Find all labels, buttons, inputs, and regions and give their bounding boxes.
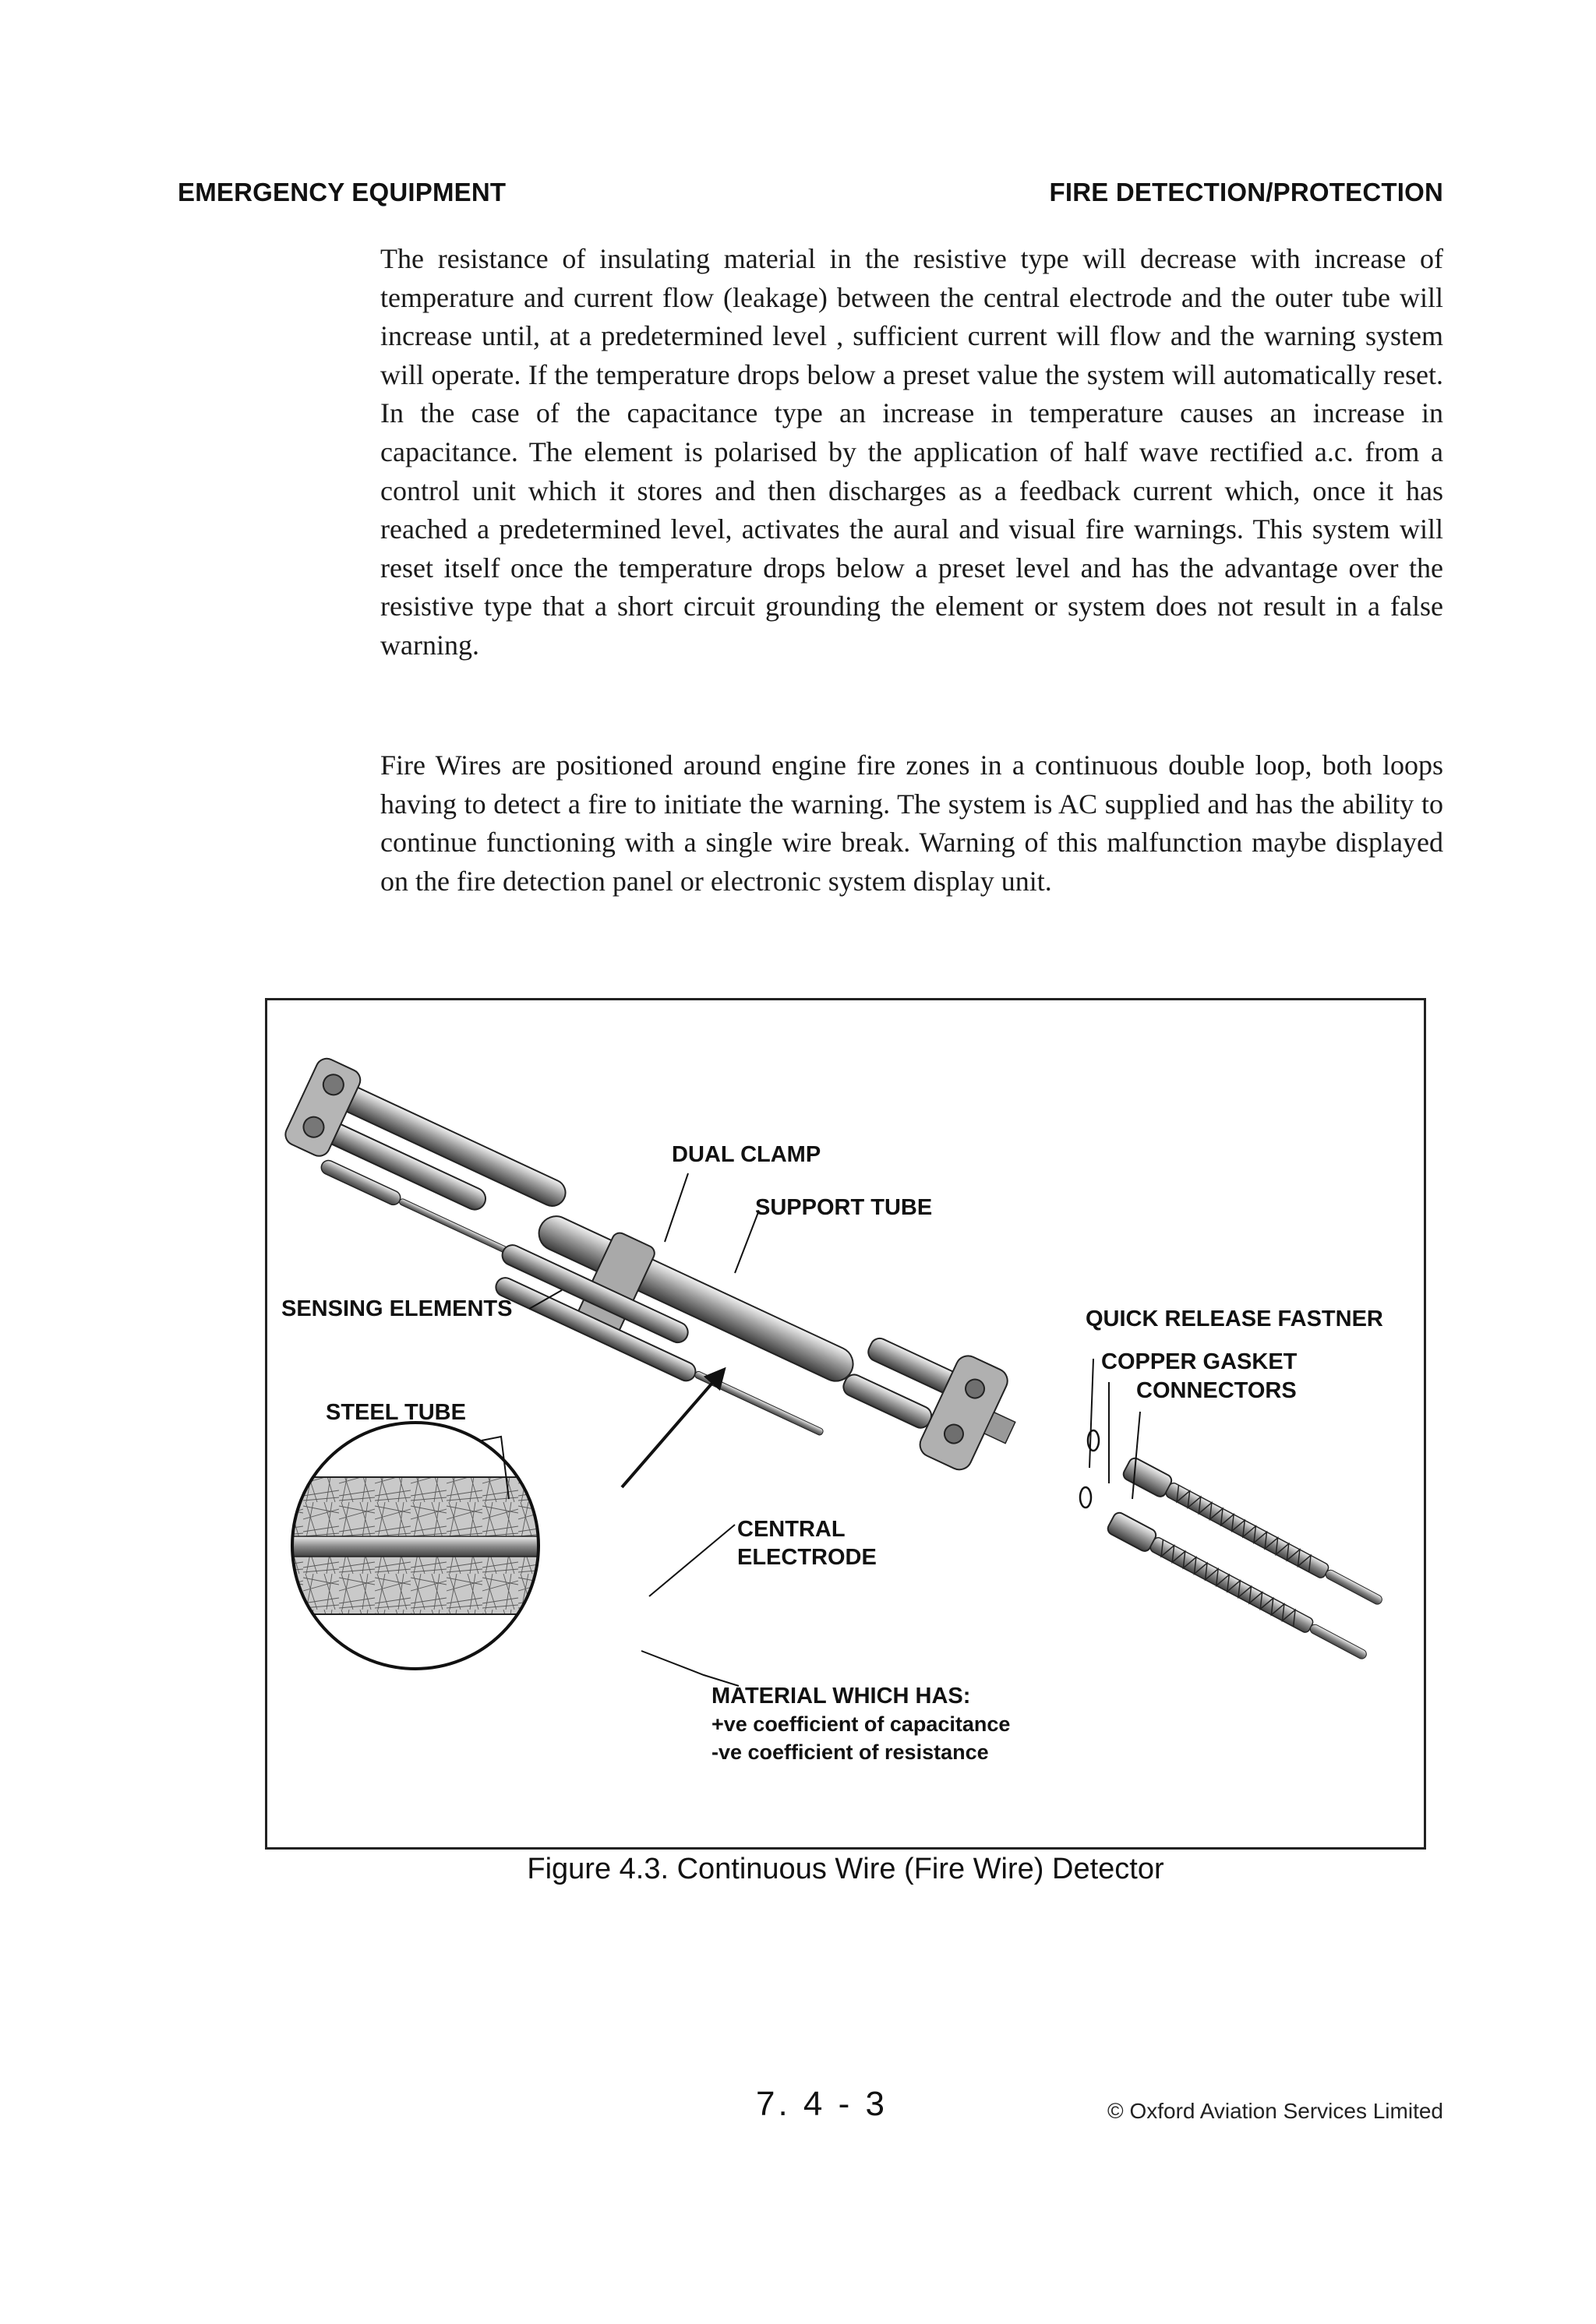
copyright-notice: © Oxford Aviation Services Limited xyxy=(1107,2099,1443,2123)
label-quick-release-fastner: QUICK RELEASE FASTNER xyxy=(1086,1307,1383,1331)
fire-wire-illustration xyxy=(267,1000,1428,1852)
label-central: CENTRAL xyxy=(737,1517,846,1542)
header-section-title: EMERGENCY EQUIPMENT xyxy=(178,178,507,206)
label-copper-gasket: COPPER GASKET xyxy=(1101,1349,1298,1374)
label-resistance-coefficient: -ve coefficient of resistance xyxy=(711,1740,989,1764)
paragraph-fire-wires: Fire Wires are positioned around engine fire zones in a continuous double loop, both loops having to detect a fire to initiate the warning. The system is AC supplied and has the ability to continue functioning with a single wire break. Warning of this malfunction maybe displayed on the fire detection panel or electronic system display unit. xyxy=(380,749,1443,897)
label-sensing-elements: SENSING ELEMENTS xyxy=(281,1296,513,1321)
quick-release-fastner xyxy=(832,1312,1099,1508)
label-connectors: CONNECTORS xyxy=(1136,1378,1297,1403)
page-number: 7. 4 - 3 xyxy=(756,2085,888,2123)
label-electrode: ELECTRODE xyxy=(737,1545,877,1570)
zoom-arrow xyxy=(622,1370,723,1487)
paragraph-resistive-capacitance: The resistance of insulating material in the resistive type will decrease with increase of temperature and current flow (leakage) between the central electrode and the outer tube will increase until, at a predetermined level , sufficient current will flow and the warning system will operate. If the temperature drops below a preset value the system will automatically reset. In the case of the capacitance type an increase in temperature causes an increase in capacitance. The element is polarised by the application of half wave rectified a.c. from a control unit which it stores and then discharges as a feedback current which, once it has reached a predetermined level, activates the aural and visual fire warnings. This system will reset itself once the temperature drops below a preset level and has the advantage over the resistive type that a short circuit grounding the element or system does not result in a false warning. xyxy=(380,243,1443,661)
figure-fire-wire-detector xyxy=(265,998,1426,1850)
dual-clamp-support-tube xyxy=(486,1191,863,1444)
label-dual-clamp: DUAL CLAMP xyxy=(672,1142,821,1167)
label-support-tube: SUPPORT TUBE xyxy=(755,1195,933,1220)
magnified-cross-section xyxy=(283,1421,548,1670)
label-steel-tube: STEEL TUBE xyxy=(326,1400,466,1425)
copper-gasket-ring-2 xyxy=(1080,1487,1091,1508)
connectors xyxy=(1106,1456,1387,1666)
header-chapter-title: FIRE DETECTION/PROTECTION xyxy=(1049,178,1443,206)
upper-clamp-assembly xyxy=(277,1055,576,1269)
figure-caption: Figure 4.3. Continuous Wire (Fire Wire) Detector xyxy=(527,1853,1164,1885)
label-capacitance-coefficient: +ve coefficient of capacitance xyxy=(711,1712,1011,1736)
label-material: MATERIAL WHICH HAS: xyxy=(711,1684,971,1709)
